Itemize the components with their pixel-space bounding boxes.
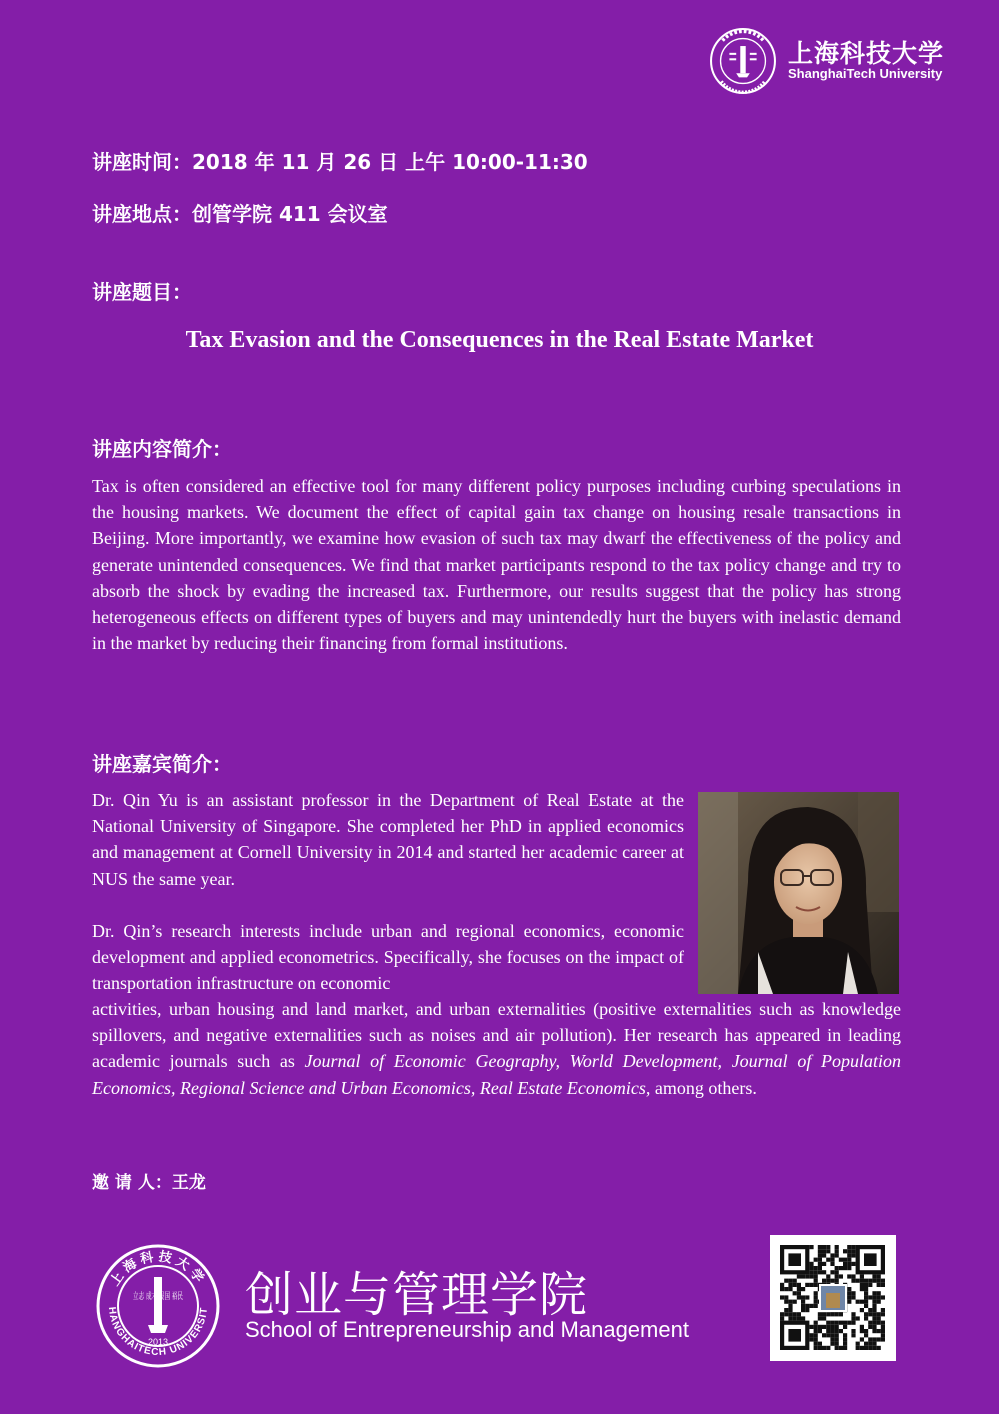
speaker-photo [698, 792, 899, 994]
qr-code[interactable] [770, 1235, 896, 1361]
seal-bottom-text: HANGHAITECH UNIVERSIT [105, 1306, 211, 1359]
seal-motto: 立志 成才 报国 裕民 [133, 1292, 214, 1302]
lecture-topic-label: 讲座题目： [92, 280, 192, 304]
lecture-title: Tax Evasion and the Consequences in the Real Estate Market [185, 327, 814, 353]
inviter: 邀 请 人：王龙 [92, 1173, 206, 1193]
school-seal-logo [95, 1243, 221, 1369]
bio-text: activities, urban housing and land market, and urban externalities (positive externalities such as knowledge spillovers, and negative externalities such as noises and air pollution). Her research has appeared in leading academic journals such as [92, 999, 901, 1072]
speaker-bio-paragraph-2-cont [92, 996, 901, 1101]
lecture-location: 讲座地点：创管学院 411 会议室 [92, 202, 388, 226]
university-seal-logo [709, 27, 777, 95]
abstract-text: Tax is often considered an effective tool for many different policy purposes including curbing speculations in the housing markets. We document the effect of capital gain tax change on housing resale transactions in Beijing. More importantly, we examine how evasion of such tax may dwarf the effectiveness of the policy and generate unintended consequences. We find that market participants respond to the tax policy change and try to absorb the shock by evading the increased tax. Furthermore, our results suggest that the policy has strong heterogeneous effects on different types of buyers and may unintendedly hurt the buyers with inelastic demand in the market by reducing their financing from formal institutions. [92, 476, 901, 654]
bio-end: among others. [650, 1077, 757, 1098]
speaker-bio-paragraph-1: Dr. Qin Yu is an assistant professor in the Department of Real Estate at the National University of Singapore. She completed her PhD in applied economics and management at Cornell University in 2014 and started her academic career at NUS the same year. [92, 790, 684, 889]
speaker-bio-paragraph-2-start: Dr. Qin’s research interests include urban and regional economics, economic development and applied econometrics. Specifically, she focuses on the impact of transportation infrastructure on economic [92, 921, 684, 994]
bio-journals: Journal of Economic Geography, World Development, Journal of Population Economics, Regional Science and Urban Economics, Real Estate Economics, [92, 1051, 901, 1098]
abstract-heading: 讲座内容简介： [92, 437, 232, 461]
speaker-heading: 讲座嘉宾简介： [92, 752, 232, 776]
school-name-cn: 创业与管理学院 [245, 1267, 589, 1323]
university-name-en: ShanghaiTech University [788, 66, 943, 81]
seal-year: 2013 [147, 1337, 169, 1347]
lecture-time: 讲座时间：2018 年 11 月 26 日 上午 10:00-11:30 [92, 150, 588, 174]
school-name-en: School of Entrepreneurship and Management [245, 1317, 689, 1342]
seal-top-text: 上海科技大学 [107, 1249, 209, 1289]
university-name-cn: 上海科技大学 [788, 39, 945, 68]
